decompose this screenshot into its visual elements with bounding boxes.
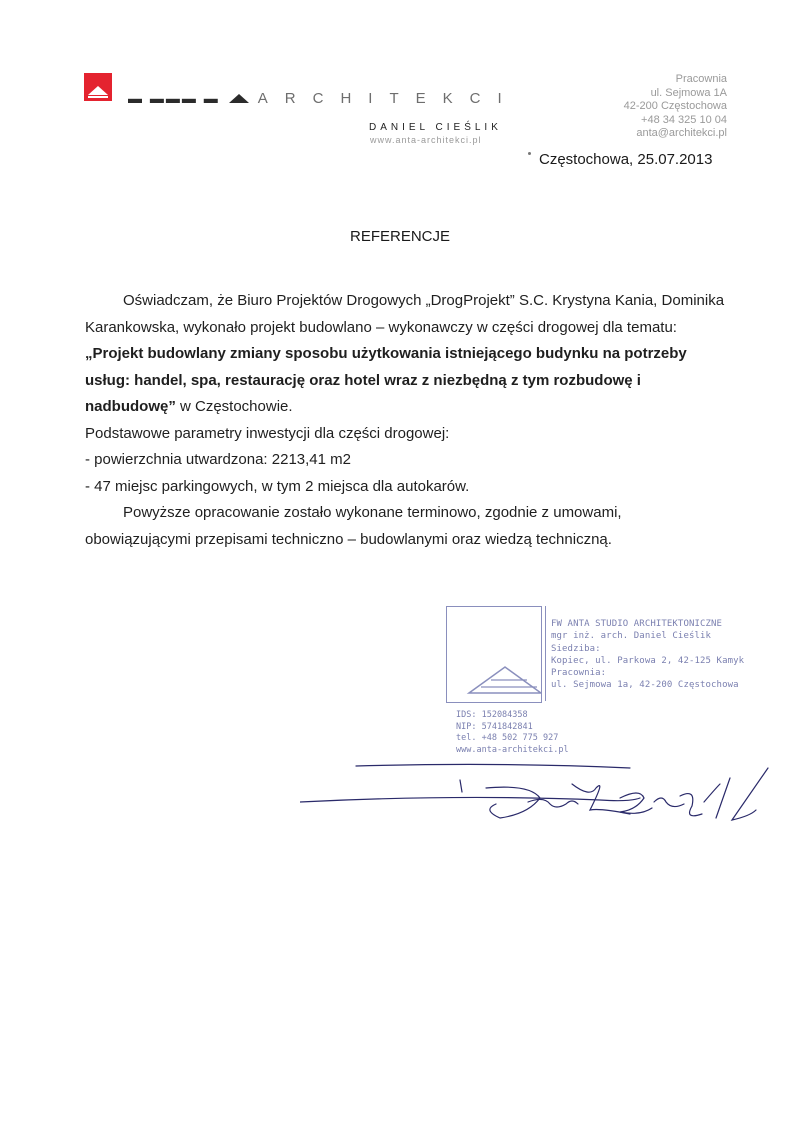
letter-body — [85, 288, 725, 553]
brand-triangle-icon — [228, 92, 250, 104]
office-address-block — [527, 73, 727, 141]
stamp-seat-label: Siedziba: — [551, 643, 601, 654]
brand-glyphs: ▬ ▬▬▬ ▬ — [128, 90, 220, 106]
stamp-divider — [545, 606, 546, 701]
brand-wordmark — [128, 88, 519, 108]
paragraph-1-tail: w Częstochowie. — [175, 398, 293, 415]
stamp-office-label: Pracownia: — [551, 668, 607, 679]
signature-icon — [300, 758, 780, 848]
anta-logo-icon — [84, 73, 112, 101]
scan-dot — [528, 152, 531, 155]
stamp-logo-icon — [447, 607, 541, 702]
stamp-office-address: ul. Sejmowa 1a, 42-200 Częstochowa — [551, 680, 739, 691]
paragraph-1-lead: Oświadczam, że Biuro Projektów Drogowych „DrogProjekt” S.C. Krystyna Kania, Dominika Karankowska, wykonało projekt budowlano – wykonawczy w części drogowej dla tematu: — [85, 292, 725, 336]
stamp-ids: IDS: 152084358 — [456, 710, 528, 720]
stamp-logo-frame — [446, 606, 542, 703]
office-city: 42-200 Częstochowa — [623, 100, 727, 112]
office-phone: +48 34 325 10 04 — [641, 113, 727, 126]
stamp-ids-block — [456, 710, 569, 756]
place-and-date: Częstochowa, 25.07.2013 — [539, 151, 713, 168]
person-website: www.anta-architekci.pl — [370, 135, 482, 145]
stamp-nip: NIP: 5741842841 — [456, 721, 533, 732]
stamp-web: www.anta-architekci.pl — [456, 744, 569, 755]
office-label: Pracownia — [675, 73, 727, 85]
stamp-person: mgr inż. arch. Daniel Cieślik — [551, 631, 712, 642]
stamp-seat-address: Kopiec, ul. Parkowa 2, 42-125 Kamyk — [551, 655, 745, 666]
params-heading: Podstawowe parametry inwestycji dla części drogowej: — [85, 424, 450, 442]
stamp-tel: tel. +48 502 775 927 — [456, 733, 559, 743]
paragraph-1 — [85, 288, 725, 421]
project-title: „Projekt budowlany zmiany sposobu użytkowania istniejącego budynku na potrzeby usług: handel, spa, restaurację oraz hotel wraz z niezbędną z tym rozbudowę i nadbudowę” — [85, 345, 687, 415]
param-parking: - 47 miejsc parkingowych, w tym 2 miejsca dla autokarów. — [85, 477, 470, 495]
office-email: anta@architekci.pl — [636, 127, 727, 139]
brand-letters: ARCHITEKCI — [257, 89, 519, 107]
document-title: REFERENCJE — [349, 228, 450, 245]
person-name: DANIEL CIEŚLIK — [369, 122, 502, 133]
stamp-company: FW ANTA STUDIO ARCHITEKTONICZNE — [551, 619, 723, 629]
paragraph-2: Powyższe opracowanie zostało wykonane terminowo, zgodnie z umowami, obowiązującymi przepisami techniczno – budowlanymi oraz wiedzą techniczną. — [85, 504, 622, 548]
office-street: ul. Sejmowa 1A — [650, 86, 727, 99]
param-area: - powierzchnia utwardzona: 2213,41 m2 — [85, 451, 351, 468]
stamp-company-block — [551, 618, 744, 692]
